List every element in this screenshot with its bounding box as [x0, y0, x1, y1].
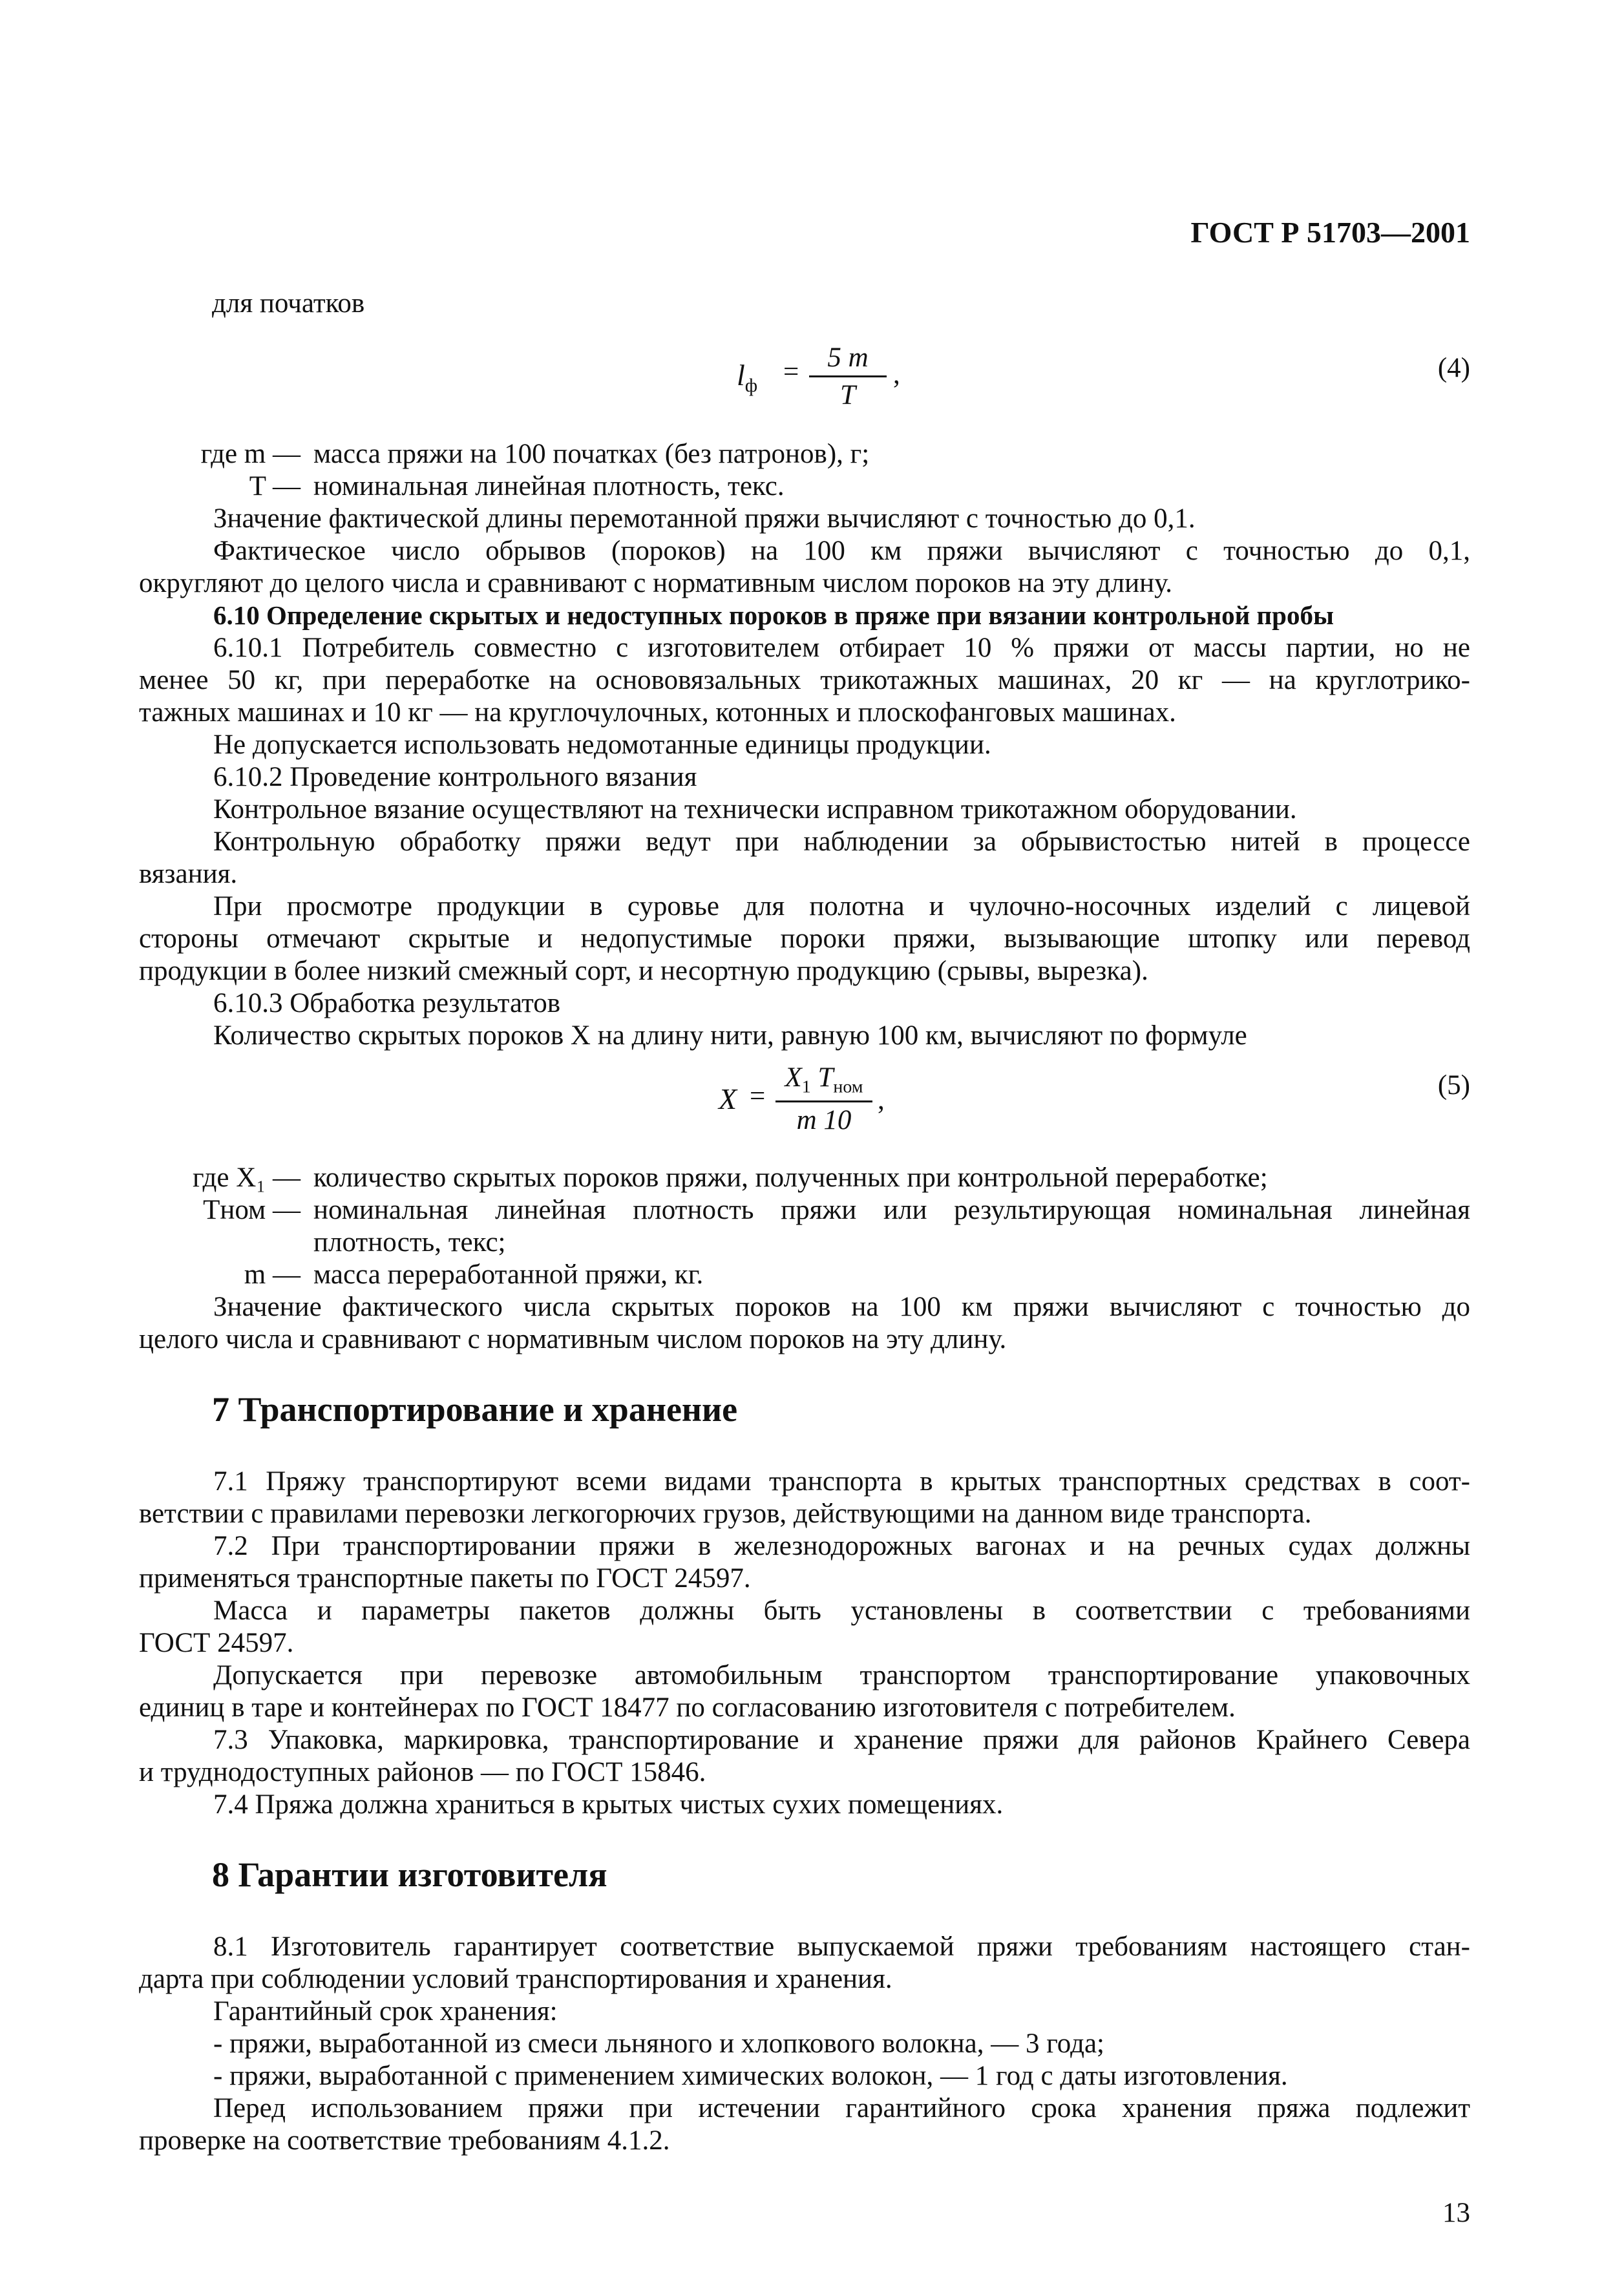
- legend-text: масса пряжи на 100 початках (без патронов), г;: [313, 439, 870, 469]
- legend-symbol: T —: [249, 471, 301, 501]
- paragraph-line: 6.10.1 Потребитель совместно с изготовителем отбирает 10 % пряжи от массы партии, но не: [213, 633, 1470, 663]
- section-8-heading: 8 Гарантии изготовителя: [212, 1855, 607, 1894]
- formula-5-number: (5): [1437, 1070, 1470, 1100]
- subsection-6-10-2: 6.10.2 Проведение контрольного вязания: [213, 762, 697, 792]
- paragraph-line: 7.2 При транспортировании пряжи в железнодорожных вагонах и на речных судах должны: [213, 1531, 1470, 1561]
- paragraph-line: стороны отмечают скрытые и недопустимые пороки пряжи, вызывающие штопку или перевод: [139, 923, 1470, 954]
- formula-4-equals: =: [783, 357, 799, 387]
- paragraph-line: ГОСТ 24597.: [139, 1628, 294, 1658]
- paragraph-line: проверке на соответствие требованиям 4.1.2.: [139, 2125, 670, 2156]
- paragraph: Не допускается использовать недомотанные единицы продукции.: [213, 730, 991, 760]
- paragraph-line: При просмотре продукции в суровье для полотна и чулочно-носочных изделий с лицевой: [213, 891, 1470, 921]
- legend-text: номинальная линейная плотность пряжи или результирующая номинальная линейная: [313, 1195, 1470, 1225]
- page-number: 13: [1442, 2198, 1470, 2228]
- formula-4-fraction: [809, 344, 887, 409]
- paragraph-line: продукции в более низкий смежный сорт, и несортную продукцию (срывы, вырезка).: [139, 956, 1148, 986]
- formula-4-number: (4): [1437, 353, 1470, 383]
- legend-text: плотность, текс;: [313, 1227, 506, 1258]
- legend-symbol: m —: [244, 1259, 301, 1290]
- paragraph: Контрольное вязание осуществляют на технически исправном трикотажном оборудовании.: [213, 794, 1297, 825]
- paragraph-line: 7.3 Упаковка, маркировка, транспортирование и хранение пряжи для районов Крайнего Севера: [213, 1725, 1470, 1755]
- formula-5-comma: ,: [878, 1085, 885, 1115]
- paragraph-line: применяться транспортные пакеты по ГОСТ 24597.: [139, 1563, 751, 1594]
- paragraph: Значение фактической длины перемотанной пряжи вычисляют с точностью до 0,1.: [213, 503, 1196, 534]
- paragraph: 7.4 Пряжа должна храниться в крытых чистых сухих помещениях.: [213, 1789, 1004, 1820]
- paragraph-line: единиц в таре и контейнерах по ГОСТ 18477 по согласованию изготовителя с потребителем.: [139, 1692, 1236, 1723]
- list-item: - пряжи, выработанной с применением химических волокон, — 1 год с даты изготовления.: [213, 2061, 1288, 2091]
- paragraph-line: Масса и параметры пакетов должны быть установлены в соответствии с требованиями: [213, 1595, 1470, 1626]
- paragraph-line: Фактическое число обрывов (пороков) на 100 км пряжи вычисляют с точностью до 0,1,: [213, 536, 1470, 566]
- paragraph-line: Контрольную обработку пряжи ведут при наблюдении за обрывистостью нитей в процессе: [213, 826, 1470, 857]
- formula-5-numerator: $X_1$ $T_{ном}$: [775, 1064, 872, 1102]
- legend-symbol: где X₁ —: [192, 1163, 301, 1193]
- legend-symbol: Tном —: [203, 1195, 301, 1225]
- list-item: - пряжи, выработанной из смеси льняного и хлопкового волокна, — 3 года;: [213, 2028, 1104, 2059]
- paragraph-line: 7.1 Пряжу транспортируют всеми видами транспорта в крытых транспортных средствах в соот-: [213, 1466, 1470, 1497]
- formula-4-comma: ,: [893, 359, 900, 390]
- paragraph-line: менее 50 кг, при переработке на основовязальных трикотажных машинах, 20 кг — на круглотрико-: [139, 665, 1470, 695]
- legend-text: номинальная линейная плотность, текс.: [313, 471, 785, 501]
- paragraph: Гарантийный срок хранения:: [213, 1996, 558, 2027]
- paragraph-line: Значение фактического числа скрытых пороков на 100 км пряжи вычисляют с точностью до: [213, 1292, 1470, 1322]
- paragraph-line: вязания.: [139, 859, 238, 889]
- paragraph-line: тажных машинах и 10 кг — на круглочулочных, котонных и плоскофанговых машинах.: [139, 697, 1176, 728]
- paragraph-line: ветствии с правилами перевозки легкогорючих грузов, действующими на данном виде транспорта.: [139, 1499, 1312, 1529]
- paragraph: Количество скрытых пороков X на длину нити, равную 100 км, вычисляют по формуле: [213, 1020, 1247, 1051]
- subsection-6-10-3: 6.10.3 Обработка результатов: [213, 988, 560, 1018]
- paragraph-line: 8.1 Изготовитель гарантирует соответствие выпускаемой пряжи требованиям настоящего стан-: [213, 1932, 1470, 1962]
- formula-5-lhs: X: [719, 1082, 737, 1115]
- paragraph-line: Перед использованием пряжи при истечении гарантийного срока хранения пряжа подлежит: [213, 2093, 1470, 2123]
- intro-text: для початков: [212, 288, 365, 319]
- formula-5-equals: =: [750, 1081, 766, 1111]
- legend-text: количество скрытых пороков пряжи, полученных при контрольной переработке;: [313, 1163, 1268, 1193]
- legend-text: масса переработанной пряжи, кг.: [313, 1259, 704, 1290]
- formula-5-fraction: [775, 1064, 872, 1134]
- legend-symbol: где m —: [200, 439, 301, 469]
- paragraph-line: целого числа и сравнивают с нормативным числом пороков на эту длину.: [139, 1324, 1007, 1354]
- document-number: ГОСТ Р 51703—2001: [1190, 216, 1470, 249]
- section-7-heading: 7 Транспортирование и хранение: [212, 1390, 738, 1429]
- formula-4-lhs: $l_ф$: [737, 359, 758, 397]
- paragraph-line: дарта при соблюдении условий транспортирования и хранения.: [139, 1964, 892, 1994]
- paragraph-line: Допускается при перевозке автомобильным транспортом транспортирование упаковочных: [213, 1660, 1470, 1690]
- formula-4-denominator: T: [840, 380, 856, 410]
- paragraph-line: округляют до целого числа и сравнивают с нормативным числом пороков на эту длину.: [139, 568, 1173, 598]
- paragraph-line: и труднодоступных районов — по ГОСТ 15846.: [139, 1757, 706, 1787]
- section-6-10-title: 6.10 Определение скрытых и недоступных пороков в пряже при вязании контрольной пробы: [213, 600, 1334, 630]
- formula-4-numerator: 5 m: [809, 344, 887, 377]
- formula-5-denominator: m 10: [796, 1104, 852, 1135]
